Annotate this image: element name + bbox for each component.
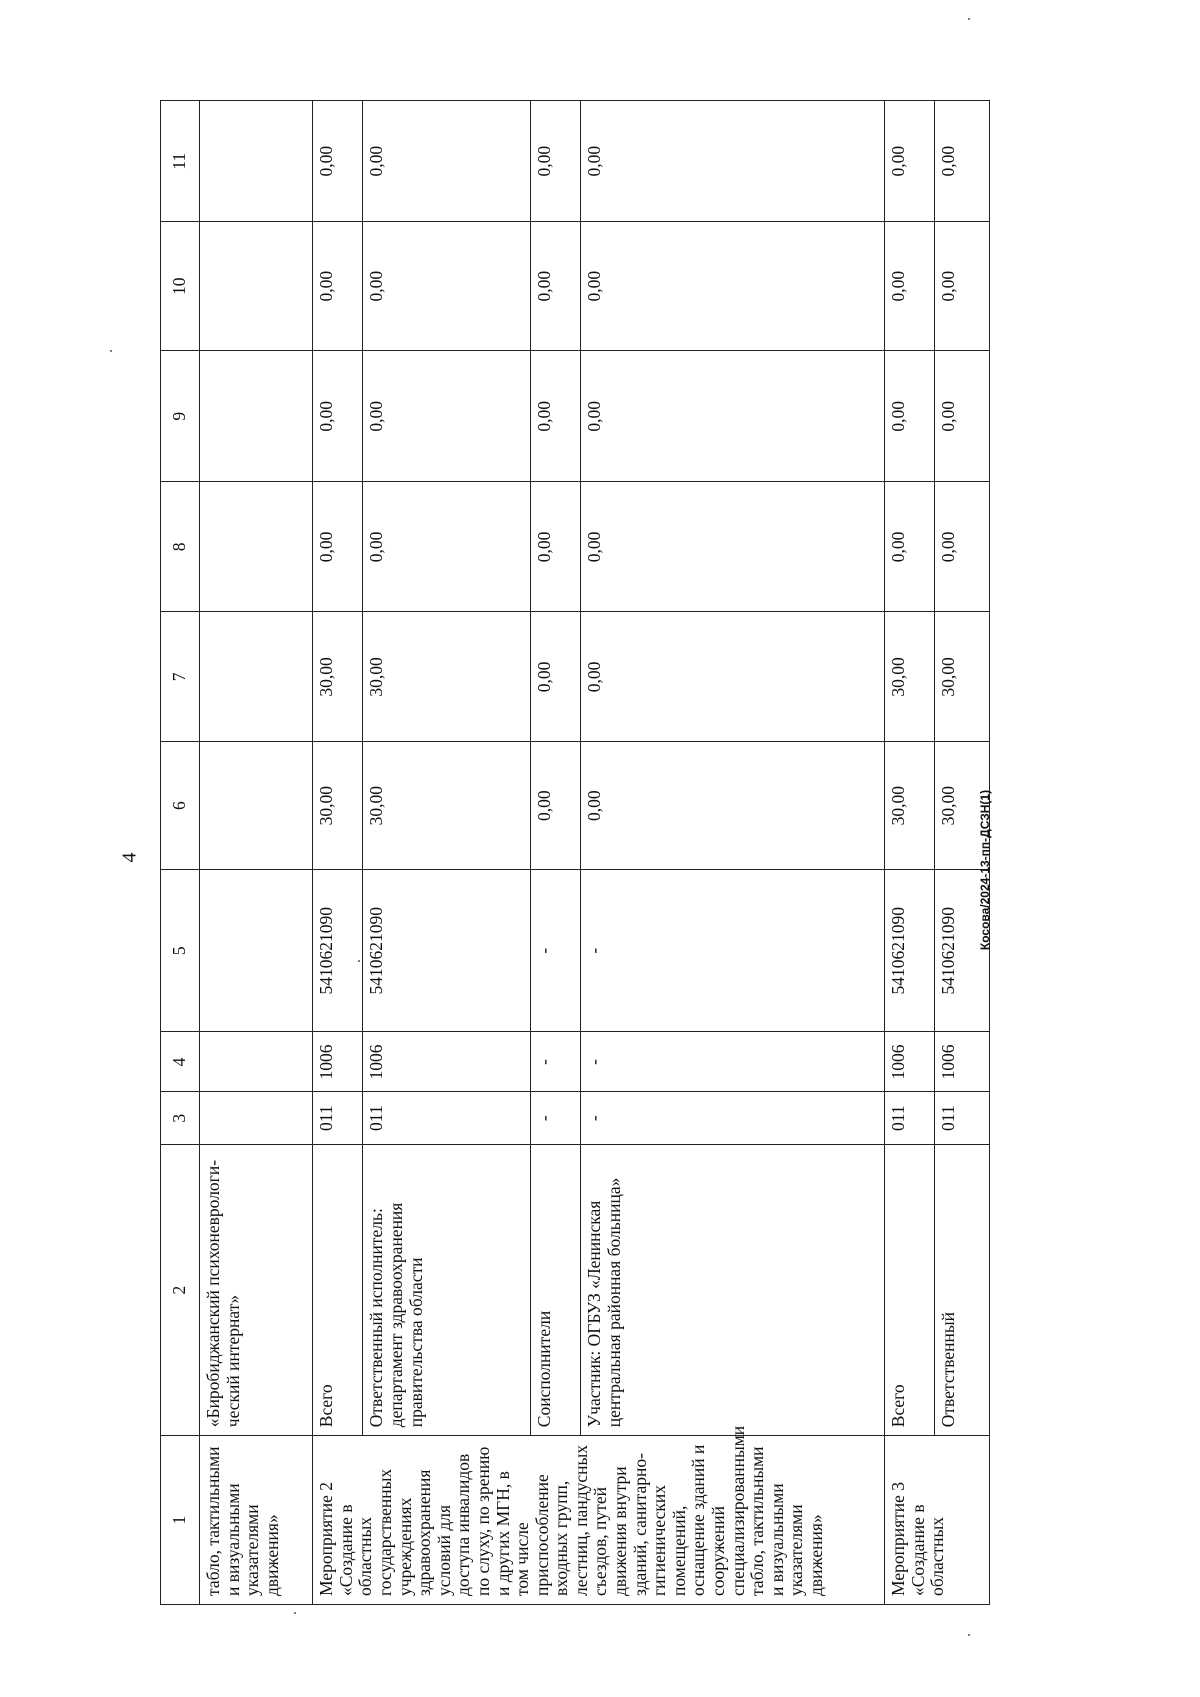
value-cell: - bbox=[581, 1092, 885, 1145]
value-cell: 0,00 bbox=[313, 101, 363, 222]
header-cell: 10 bbox=[161, 222, 200, 351]
value-cell: - bbox=[531, 1092, 581, 1145]
executor-cell: Всего bbox=[885, 1144, 935, 1435]
header-cell: 1 bbox=[161, 1436, 200, 1605]
value-cell bbox=[200, 1092, 313, 1145]
value-cell: - bbox=[531, 869, 581, 1032]
value-cell: 30,00 bbox=[885, 742, 935, 870]
value-cell: 30,00 bbox=[885, 612, 935, 742]
activity-cell: Мероприятие 2 «Создание в областных государственных учреждениях здравоохранения условий для доступа инвалидов по слуху, по зрению и других МГН, в том числе приспособление входных групп, лестниц, пандусных съездов, путей движения внутри зданий, санитарно-гигиенических помещений, оснащение зданий и сооружений специализированными табло, тактильными и визуальными указателями движения» bbox=[313, 1436, 885, 1605]
executor-cell: Участник: ОГБУЗ «Ленинская центральная районная больница» bbox=[581, 1144, 885, 1435]
value-cell: 011 bbox=[935, 1092, 990, 1145]
value-cell: 0,00 bbox=[531, 101, 581, 222]
value-cell: 0,00 bbox=[531, 742, 581, 870]
table-row bbox=[581, 101, 885, 1605]
table-row bbox=[200, 101, 313, 1605]
value-cell: 30,00 bbox=[313, 742, 363, 870]
value-cell: 30,00 bbox=[935, 612, 990, 742]
value-cell: 0,00 bbox=[935, 351, 990, 482]
value-cell bbox=[200, 222, 313, 351]
activity-cell: Мероприятие 3 «Создание в областных bbox=[885, 1436, 990, 1605]
value-cell: 0,00 bbox=[581, 482, 885, 612]
value-cell: 0,00 bbox=[313, 482, 363, 612]
budget-table bbox=[160, 100, 990, 1605]
value-cell: 30,00 bbox=[363, 742, 531, 870]
table-row bbox=[313, 101, 363, 1605]
value-cell: 0,00 bbox=[581, 222, 885, 351]
header-cell: 3 bbox=[161, 1092, 200, 1145]
value-cell: 0,00 bbox=[581, 612, 885, 742]
value-cell: 0,00 bbox=[363, 482, 531, 612]
header-cell: 9 bbox=[161, 351, 200, 482]
document-code: Косова/2024-13-пп-ДСЗН(1) bbox=[978, 789, 992, 951]
header-cell: 5 bbox=[161, 869, 200, 1032]
header-cell: 2 bbox=[161, 1144, 200, 1435]
page-number: 4 bbox=[118, 852, 141, 863]
value-cell: 0,00 bbox=[935, 101, 990, 222]
value-cell bbox=[200, 612, 313, 742]
value-cell bbox=[200, 482, 313, 612]
value-cell: 5410621090 bbox=[935, 869, 990, 1032]
table-row bbox=[885, 101, 935, 1605]
value-cell: 30,00 bbox=[363, 612, 531, 742]
header-cell: 11 bbox=[161, 101, 200, 222]
value-cell: 0,00 bbox=[885, 482, 935, 612]
value-cell bbox=[200, 869, 313, 1032]
table-container bbox=[160, 100, 990, 1605]
value-cell: 011 bbox=[313, 1092, 363, 1145]
value-cell: 1006 bbox=[363, 1032, 531, 1092]
value-cell: - bbox=[531, 1032, 581, 1092]
value-cell: 0,00 bbox=[531, 351, 581, 482]
executor-cell: Соисполнители bbox=[531, 1144, 581, 1435]
header-cell: 4 bbox=[161, 1032, 200, 1092]
value-cell: 0,00 bbox=[581, 742, 885, 870]
value-cell: 0,00 bbox=[313, 351, 363, 482]
header-cell: 6 bbox=[161, 742, 200, 870]
executor-cell: Ответственный исполнитель: департамент здравоохранения правительства области bbox=[363, 1144, 531, 1435]
value-cell: 1006 bbox=[935, 1032, 990, 1092]
value-cell: 5410621090 bbox=[313, 869, 363, 1032]
value-cell: 30,00 bbox=[935, 742, 990, 870]
header-cell: 7 bbox=[161, 612, 200, 742]
executor-cell: Всего bbox=[313, 1144, 363, 1435]
header-cell: 8 bbox=[161, 482, 200, 612]
table-row bbox=[363, 101, 531, 1605]
header-row bbox=[161, 101, 200, 1605]
value-cell: 1006 bbox=[885, 1032, 935, 1092]
value-cell: 0,00 bbox=[363, 101, 531, 222]
value-cell: 0,00 bbox=[531, 612, 581, 742]
value-cell bbox=[200, 1032, 313, 1092]
value-cell bbox=[200, 742, 313, 870]
value-cell: 011 bbox=[885, 1092, 935, 1145]
activity-cell: табло, тактильными и визуальными указателями движения» bbox=[200, 1436, 313, 1605]
value-cell: 0,00 bbox=[885, 101, 935, 222]
value-cell: 30,00 bbox=[313, 612, 363, 742]
value-cell: 0,00 bbox=[885, 351, 935, 482]
value-cell: 0,00 bbox=[581, 351, 885, 482]
value-cell: 0,00 bbox=[581, 101, 885, 222]
value-cell: - bbox=[581, 1032, 885, 1092]
value-cell: 0,00 bbox=[363, 222, 531, 351]
executor-cell: «Биробиджанский психоневрологи-ческий интернат» bbox=[200, 1144, 313, 1435]
value-cell: 0,00 bbox=[935, 482, 990, 612]
value-cell: 5410621090 bbox=[363, 869, 531, 1032]
executor-cell: Ответственный bbox=[935, 1144, 990, 1435]
value-cell: 1006 bbox=[313, 1032, 363, 1092]
value-cell bbox=[200, 351, 313, 482]
value-cell: 0,00 bbox=[935, 222, 990, 351]
value-cell: 0,00 bbox=[531, 482, 581, 612]
table-row bbox=[531, 101, 581, 1605]
value-cell bbox=[200, 101, 313, 222]
value-cell: 5410621090 bbox=[885, 869, 935, 1032]
value-cell: 0,00 bbox=[363, 351, 531, 482]
value-cell: 0,00 bbox=[313, 222, 363, 351]
value-cell: 0,00 bbox=[531, 222, 581, 351]
value-cell: 0,00 bbox=[885, 222, 935, 351]
value-cell: - bbox=[581, 869, 885, 1032]
value-cell: 011 bbox=[363, 1092, 531, 1145]
